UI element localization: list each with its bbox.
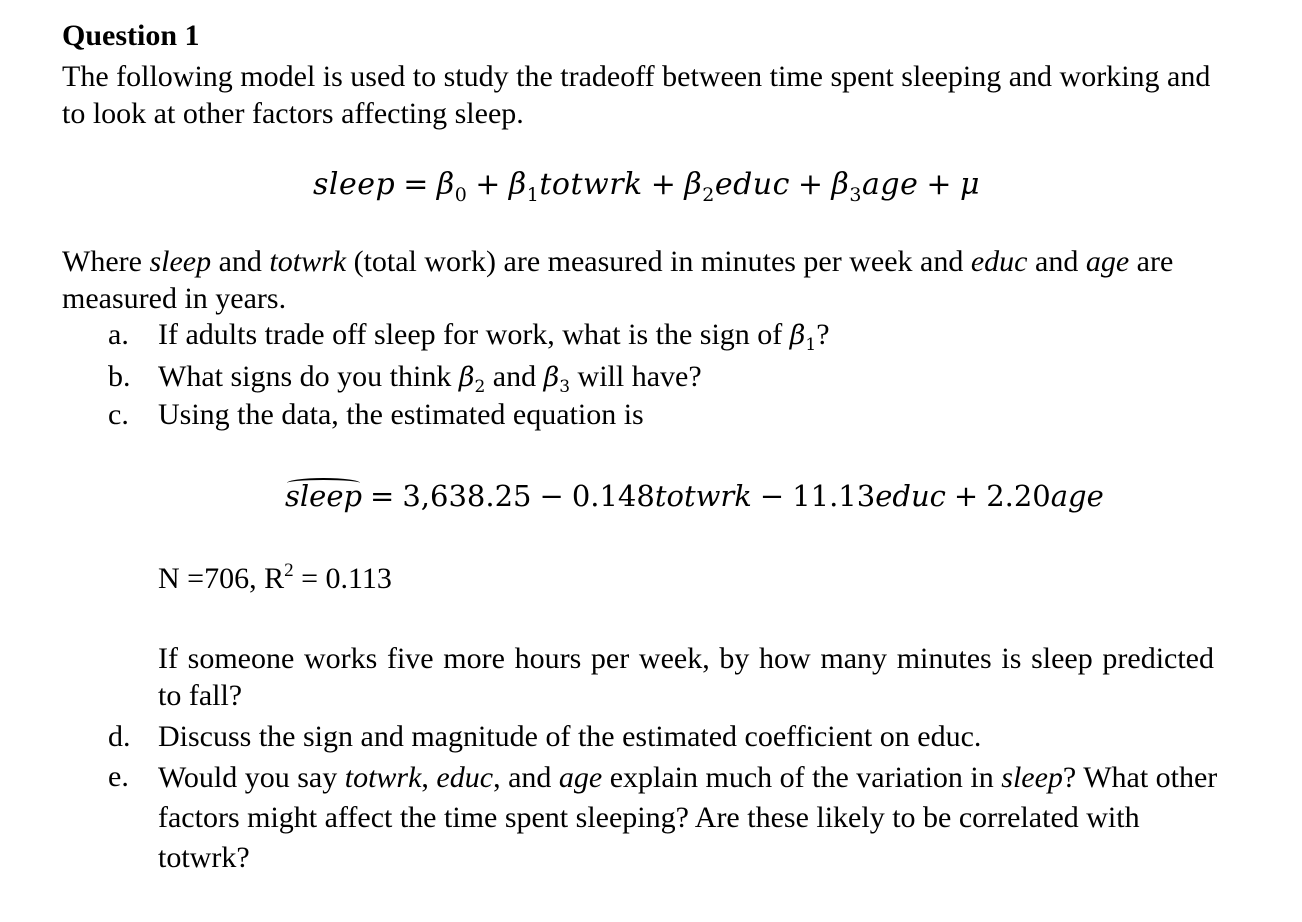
eq2-coef-age: 2.20 bbox=[986, 479, 1051, 513]
eq1-error-term: μ bbox=[959, 167, 980, 202]
stats-r2-superscript: 2 bbox=[284, 560, 294, 581]
estimated-equation bbox=[285, 476, 1104, 516]
eq1-plus-2: + bbox=[650, 167, 677, 202]
item-b-beta-2-symbol: β bbox=[458, 362, 475, 393]
question-intro: The following model is used to study the tradeoff between time spent sleeping and working and to look at other factors affecting sleep. bbox=[62, 60, 1211, 130]
item-b-beta-3 bbox=[543, 362, 571, 397]
item-e-body bbox=[158, 758, 1218, 878]
item-b-beta-2-sub: 2 bbox=[474, 377, 486, 397]
eq2-plus: + bbox=[953, 479, 979, 513]
item-e-var-educ: educ bbox=[436, 761, 494, 794]
eq2-var-educ: educ bbox=[875, 479, 946, 513]
eq1-beta0: β bbox=[436, 167, 455, 202]
item-b-beta-3-sub: 3 bbox=[559, 377, 571, 397]
item-e-text-2: , bbox=[421, 761, 437, 794]
item-a-beta bbox=[789, 320, 817, 355]
item-b-beta-3-symbol: β bbox=[543, 362, 560, 393]
item-e-text-5: ? What other factors might affect the time spent sleeping? Are these likely to be correlated with totwrk? bbox=[158, 761, 1218, 874]
eq2-var-age: age bbox=[1050, 479, 1104, 513]
where-var-sleep: sleep bbox=[149, 245, 212, 278]
model-equation bbox=[313, 165, 980, 215]
eq1-plus-1: + bbox=[475, 167, 501, 202]
eq1-beta1-sub: 1 bbox=[526, 184, 540, 206]
item-d-marker: d. bbox=[108, 720, 131, 753]
eq1-equals: = bbox=[403, 167, 429, 202]
item-e-var-sleep: sleep bbox=[1001, 761, 1063, 794]
where-text-2: and bbox=[211, 245, 270, 278]
where-text-4: and bbox=[1027, 245, 1086, 278]
eq1-var-totwrk: totwrk bbox=[539, 167, 643, 202]
where-text-3: (total work) are measured in minutes per week and bbox=[346, 245, 971, 278]
eq1-beta2-sub: 2 bbox=[702, 184, 715, 206]
item-b-marker: b. bbox=[108, 360, 131, 393]
eq2-minus-1: − bbox=[539, 479, 564, 513]
stats-r2-value: = 0.113 bbox=[293, 562, 392, 595]
where-text-5: are measured in years. bbox=[62, 245, 1174, 315]
question-title: Question 1 bbox=[62, 19, 200, 52]
where-text-1: Where bbox=[62, 245, 150, 278]
item-c-marker: c. bbox=[108, 398, 129, 431]
question-c-text: If someone works five more hours per week, by how many minutes is sleep predicted to fall? bbox=[158, 642, 1214, 712]
item-e-text-1: Would you say bbox=[158, 761, 345, 794]
eq1-beta3-sub: 3 bbox=[849, 184, 862, 206]
item-d-text: Discuss the sign and magnitude of the estimated coefficient on educ. bbox=[158, 720, 982, 753]
item-b-beta-2 bbox=[458, 362, 486, 397]
item-a-marker: a. bbox=[108, 318, 129, 351]
item-c-text: Using the data, the estimated equation is bbox=[158, 398, 644, 431]
eq2-lhs-sleep-hat: sleep bbox=[285, 476, 362, 516]
eq1-beta3: β bbox=[831, 167, 850, 202]
eq1-beta0-sub: 0 bbox=[454, 184, 468, 206]
regression-stats bbox=[158, 560, 392, 597]
where-var-totwrk: totwrk bbox=[269, 245, 347, 278]
eq1-beta2: β bbox=[684, 167, 703, 202]
item-e-text-4: explain much of the variation in bbox=[602, 761, 1002, 794]
eq2-coef-totwrk: 0.148 bbox=[571, 479, 655, 513]
item-a-beta-sub: 1 bbox=[805, 335, 817, 355]
item-a-beta-symbol: β bbox=[789, 320, 806, 351]
where-var-educ: educ bbox=[970, 245, 1028, 278]
item-e-text-3: , and bbox=[493, 761, 559, 794]
eq1-var-educ: educ bbox=[714, 167, 790, 202]
item-e-marker: e. bbox=[108, 760, 129, 793]
item-a-text: If adults trade off sleep for work, what is the sign of bbox=[158, 318, 790, 351]
eq2-equals: = bbox=[370, 479, 395, 513]
item-b-text-1: What signs do you think bbox=[158, 360, 459, 393]
item-b-text-2: and bbox=[485, 360, 544, 393]
item-e-var-totwrk: totwrk bbox=[344, 761, 422, 794]
eq1-beta1: β bbox=[508, 167, 527, 202]
item-e-var-age: age bbox=[558, 761, 603, 794]
item-a-end: ? bbox=[816, 318, 830, 351]
variable-definitions bbox=[62, 243, 1222, 317]
item-b-text-3: will have? bbox=[570, 360, 702, 393]
item-a-body bbox=[158, 316, 1218, 364]
eq1-lhs: sleep bbox=[313, 167, 396, 202]
eq1-var-age: age bbox=[861, 167, 919, 202]
eq1-plus-3: + bbox=[797, 167, 824, 202]
stats-n-text: N =706, R bbox=[158, 562, 285, 595]
eq2-minus-2: − bbox=[759, 479, 785, 513]
where-var-age: age bbox=[1085, 245, 1130, 278]
eq2-intercept: 3,638.25 bbox=[402, 479, 532, 513]
eq1-plus-4: + bbox=[926, 167, 952, 202]
eq2-var-totwrk: totwrk bbox=[654, 479, 752, 513]
eq2-coef-educ: 11.13 bbox=[792, 479, 876, 513]
